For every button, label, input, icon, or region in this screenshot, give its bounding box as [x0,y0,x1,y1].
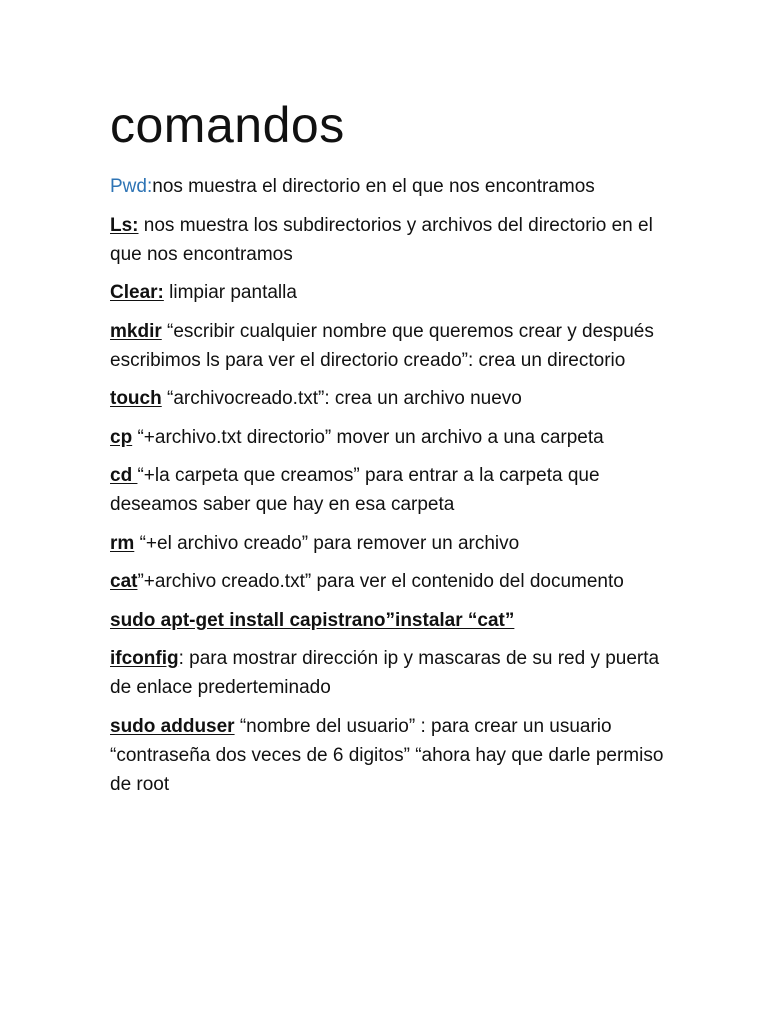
entry-rm [110,529,670,558]
entry-term: ifconfig [110,648,179,669]
entry-text: “archivocreado.txt”: crea un archivo nuevo [161,388,522,409]
entry-text: “nombre del usuario” : para crear un usuario “contraseña dos veces de 6 digitos” “ahora hay que darle permiso de root [110,715,664,795]
entry-term: touch [110,388,162,409]
entry-term: Clear: [110,282,164,303]
entry-term: cd [110,465,138,486]
entry-text: ”+archivo creado.txt” para ver el contenido del documento [137,571,624,592]
entry-cat [110,567,670,596]
entry-text: : para mostrar dirección ip y mascaras de su red y puerta de enlace prederteminado [110,648,660,698]
entry-clear [110,278,670,307]
document-page [110,92,670,808]
entry-term: rm [110,532,135,554]
entry-term: Pwd: [110,176,153,197]
entry-cd [110,461,670,519]
entry-term: cp [110,426,133,448]
entry-text: nos muestra los subdirectorios y archivos del directorio en el que nos encontramos [110,214,653,265]
entry-sudo-apt-get: sudo apt-get install capistrano”instalar “cat” [110,609,515,631]
entry-ls [110,211,670,269]
entry-text: “+el archivo creado” para remover un archivo [134,532,520,554]
entry-term: sudo adduser [110,715,235,737]
entry-sudo-adduser [110,712,670,799]
entry-text: “+archivo.txt directorio” mover un archivo a una carpeta [132,426,604,448]
entry-mkdir [110,317,670,375]
entry-pwd [110,172,670,201]
entry-touch [110,384,670,413]
entry-term: mkdir [110,320,162,342]
entry-text: “escribir cualquier nombre que queremos crear y después escribimos ls para ver el directorio creado”: crea un directorio [110,320,654,371]
entry-term: cat [110,571,138,592]
entry-text: limpiar pantalla [163,282,297,303]
entry-term: Ls: [110,214,139,236]
entry-text: “+la carpeta que creamos” para entrar a la carpeta que deseamos saber que hay en esa carpeta [110,465,600,515]
document-title: comandos [110,97,345,153]
entry-cp [110,423,670,452]
entry-text: nos muestra el directorio en el que nos encontramos [152,176,595,197]
entry-ifconfig [110,644,670,702]
